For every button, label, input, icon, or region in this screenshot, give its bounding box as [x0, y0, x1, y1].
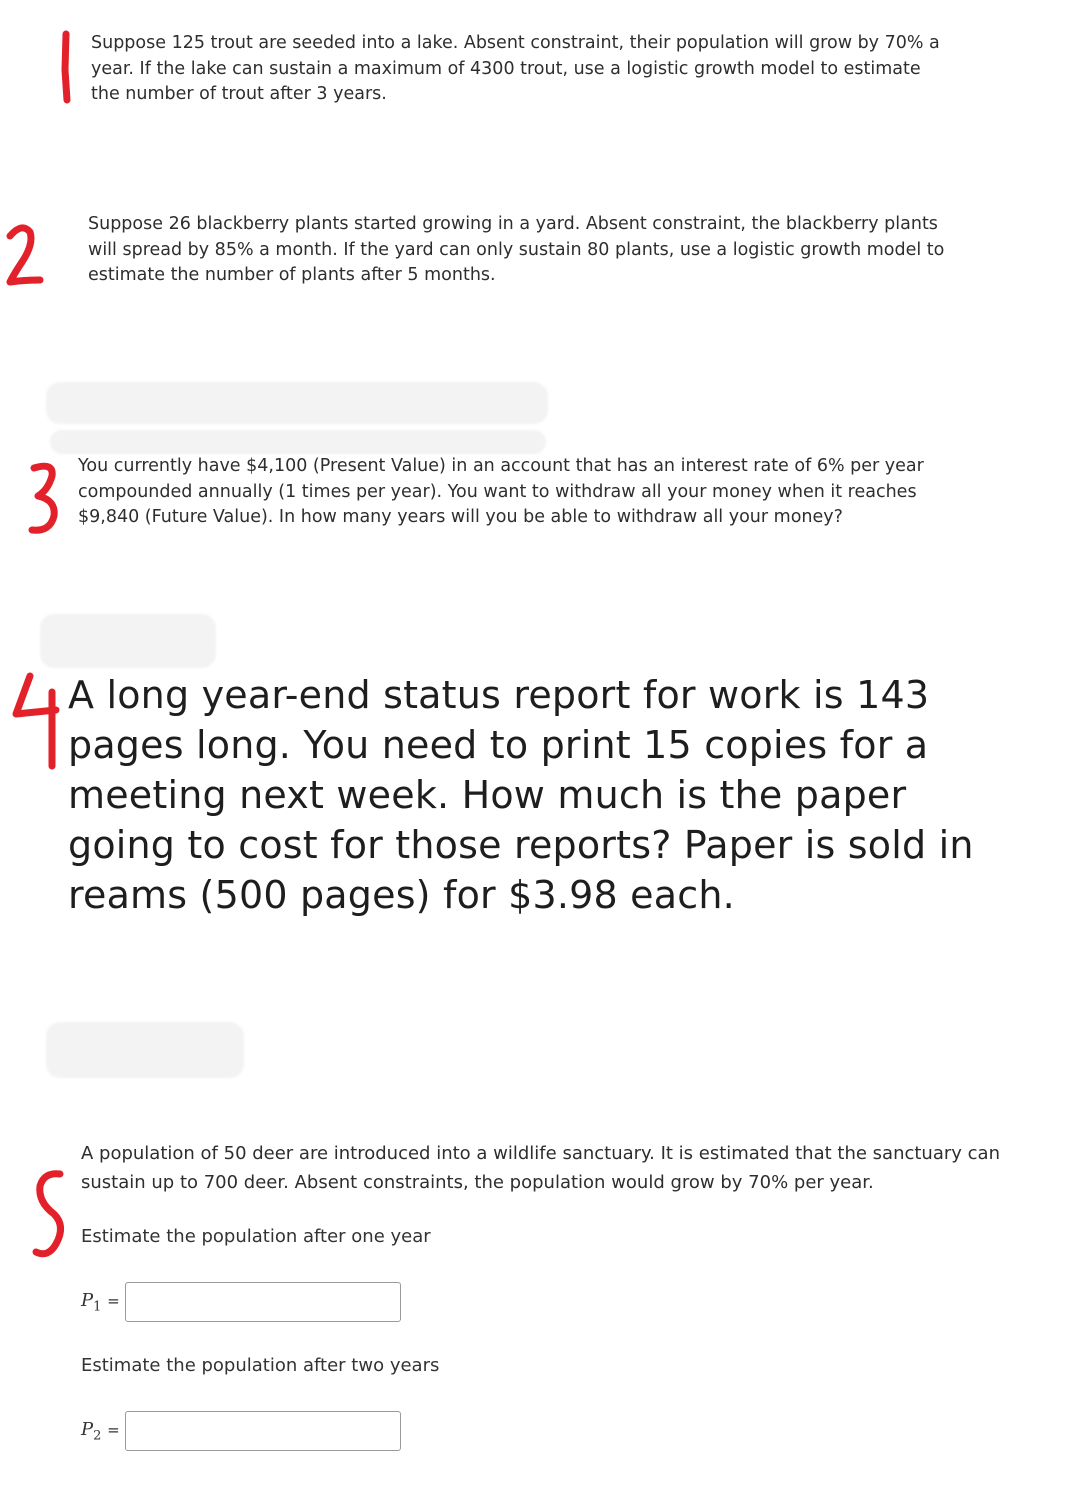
handwritten-number-1 — [56, 30, 76, 105]
p1-label: $P_1$ = — [81, 1290, 120, 1315]
p1-answer-input[interactable] — [125, 1282, 401, 1322]
p2-label: $P_2$ = — [81, 1419, 120, 1444]
smudge-mark — [46, 1022, 244, 1078]
smudge-mark — [46, 382, 548, 424]
problem-4-text: A long year-end status report for work is 143 pages long. You need to print 15 copies for a meeting next week. How much is the paper going to cost for those reports? Paper is sold in reams (500 pages) for $3.98 each. — [68, 673, 974, 917]
problem-5-text: A population of 50 deer are introduced into a wildlife sanctuary. It is estimated that the sanctuary can sustain up to 700 deer. Absent constraints, the population would grow by 70% per year. — [81, 1143, 1000, 1193]
problem-1-text: Suppose 125 trout are seeded into a lake. Absent constraint, their population will grow by 70% a year. If the lake can sustain a maximum of 4300 trout, use a logistic growth model to estimate the number of trout after 3 years. — [91, 33, 940, 104]
smudge-mark — [40, 614, 216, 668]
handwritten-number-2 — [4, 222, 44, 288]
handwritten-number-3 — [26, 460, 62, 536]
smudge-mark — [50, 430, 546, 454]
handwritten-number-4 — [6, 670, 62, 774]
problem-2-text: Suppose 26 blackberry plants started growing in a yard. Absent constraint, the blackberry plants will spread by 85% a month. If the yard can only sustain 80 plants, use a logistic growth model to estimate the number of plants after 5 months. — [88, 214, 945, 285]
p2-answer-input[interactable] — [125, 1411, 401, 1451]
handwritten-number-5 — [26, 1166, 70, 1262]
prompt-two-years: Estimate the population after two years — [81, 1355, 440, 1376]
problem-3-text: You currently have $4,100 (Present Value) in an account that has an interest rate of 6% per year compounded annually (1 times per year). You want to withdraw all your money when it reaches $9,840 (Future Value). In how many years will you be able to withdraw all your money? — [78, 456, 924, 527]
prompt-one-year: Estimate the population after one year — [81, 1226, 431, 1247]
